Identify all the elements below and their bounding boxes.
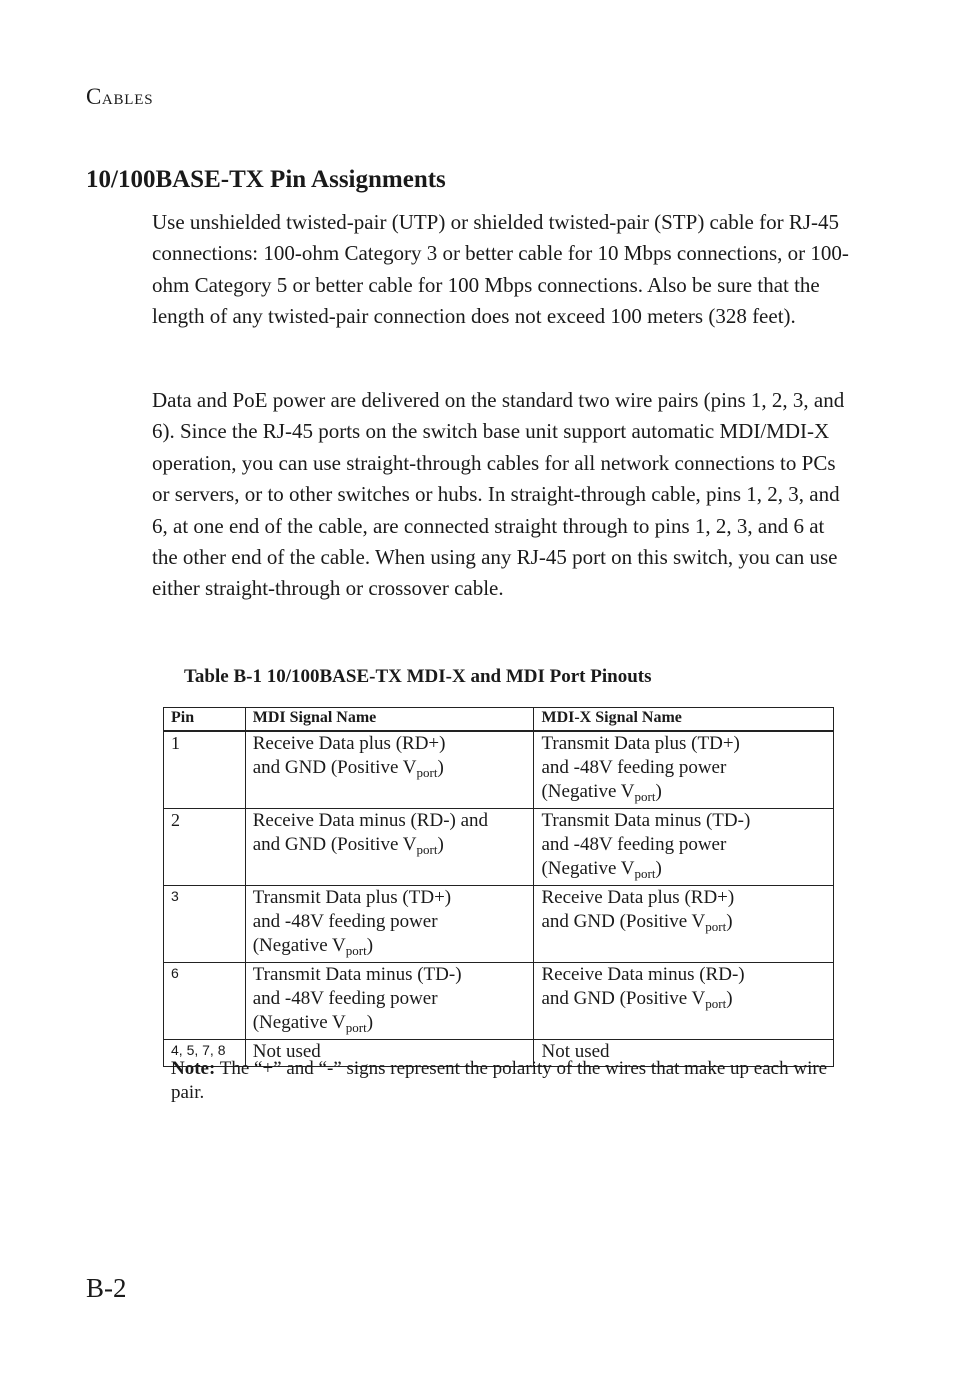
- paragraph-poe-wiring: Data and PoE power are delivered on the standard two wire pairs (pins 1, 2, 3, and 6). Since the RJ-45 ports on the switch base unit support automatic MDI/MDI-X operation, you can use straight-through cables for all network connections to PCs or servers, or to other switches or hubs. In straight-through cable, pins 1, 2, 3, and 6, at one end of the cable, are connected straight through to pins 1, 2, 3, and 6 at the other end of the cable. When using any RJ-45 port on this switch, you can use either straight-through or crossover cable.: [152, 388, 845, 601]
- pinout-table: [163, 707, 834, 1067]
- cell-line: Receive Data plus (RD+): [541, 887, 735, 908]
- table-header-row: [164, 708, 834, 732]
- table-row: [164, 886, 834, 963]
- cell-text: (Negative V: [252, 1012, 346, 1033]
- mdix-signal-cell: [534, 886, 834, 963]
- note-label: Note:: [171, 1058, 216, 1079]
- mdi-signal-cell: [245, 886, 534, 963]
- pin-cell: 4, 5, 7, 8: [164, 1040, 246, 1067]
- mdix-signal-cell: [534, 731, 834, 809]
- note-text: The “+” and “-” signs represent the polarity of the wires that make up each wire pair.: [171, 1058, 828, 1103]
- pin-cell: 1: [164, 731, 246, 809]
- cell-text: and GND (Positive V: [541, 988, 706, 1009]
- close-paren: ): [437, 834, 444, 855]
- cell-line: and -48V feeding power: [252, 988, 438, 1009]
- close-paren: ): [726, 911, 733, 932]
- close-paren: ): [655, 781, 662, 802]
- cell-line: [541, 780, 826, 804]
- table-caption: Table B-1 10/100BASE-TX MDI-X and MDI Port Pinouts: [184, 666, 652, 687]
- cell-line: [253, 934, 527, 958]
- cell-line: [253, 1011, 527, 1035]
- cell-line: and -48V feeding power: [541, 834, 727, 855]
- subscript-port: port: [705, 919, 727, 934]
- column-header-mdi: MDI Signal Name: [245, 708, 534, 732]
- running-header-cap: C: [86, 84, 102, 109]
- mdix-signal-cell: [534, 963, 834, 1040]
- cell-line: and -48V feeding power: [252, 911, 438, 932]
- cell-line: and -48V feeding power: [541, 757, 727, 778]
- subscript-port: port: [634, 789, 656, 804]
- running-header: [86, 84, 153, 110]
- page-number: B-2: [86, 1273, 127, 1303]
- column-header-pin: Pin: [164, 708, 246, 732]
- cell-text: and GND (Positive V: [541, 911, 706, 932]
- column-header-mdix: MDI-X Signal Name: [534, 708, 834, 732]
- table-row: [164, 809, 834, 886]
- cell-line: Transmit Data minus (TD-): [541, 810, 751, 831]
- pin-cell: 2: [164, 809, 246, 886]
- paragraph-cable-requirements: Use unshielded twisted-pair (UTP) or shielded twisted-pair (STP) cable for RJ-45 connections: 100-ohm Category 3 or better cable for 10 Mbps connections, or 100-ohm Category 5 or better cable for 100 Mbps connections. Also be sure that the length of any twisted-pair connection does not exceed 100 meters (328 feet).: [152, 210, 849, 329]
- table-row: [164, 963, 834, 1040]
- section-title: 10/100BASE-TX Pin Assignments: [86, 166, 446, 193]
- subscript-port: port: [345, 943, 367, 958]
- close-paren: ): [655, 858, 662, 879]
- cell-line: [541, 987, 826, 1011]
- mdi-signal-cell: [245, 731, 534, 809]
- pin-cell: 3: [164, 886, 246, 963]
- cell-line: [253, 833, 527, 857]
- table-note: [171, 1057, 831, 1105]
- cell-line: Transmit Data minus (TD-): [252, 964, 462, 985]
- close-paren: ): [726, 988, 733, 1009]
- subscript-port: port: [416, 765, 438, 780]
- mdix-signal-cell: [534, 809, 834, 886]
- cell-line: Transmit Data plus (TD+): [541, 733, 740, 754]
- cell-text: and GND (Positive V: [252, 757, 417, 778]
- cell-line: [253, 756, 527, 780]
- cell-line: Not used: [541, 1041, 610, 1062]
- running-header-smallcaps: ABLES: [101, 92, 154, 108]
- cell-line: [541, 857, 826, 881]
- cell-text: (Negative V: [252, 935, 346, 956]
- subscript-port: port: [634, 866, 656, 881]
- table-row: [164, 731, 834, 809]
- subscript-port: port: [345, 1020, 367, 1035]
- cell-line: Not used: [252, 1041, 321, 1062]
- cell-text: (Negative V: [541, 858, 635, 879]
- mdi-signal-cell: [245, 963, 534, 1040]
- subscript-port: port: [416, 842, 438, 857]
- close-paren: ): [366, 935, 374, 956]
- mdi-signal-cell: [245, 809, 534, 886]
- cell-line: Receive Data plus (RD+): [252, 733, 446, 754]
- close-paren: ): [437, 757, 444, 778]
- cell-line: [541, 910, 826, 934]
- pin-cell: 6: [164, 963, 246, 1040]
- close-paren: ): [366, 1012, 374, 1033]
- cell-line: Transmit Data plus (TD+): [252, 887, 452, 908]
- cell-line: Receive Data minus (RD-): [541, 964, 745, 985]
- cell-line: Receive Data minus (RD-) and: [252, 810, 489, 831]
- subscript-port: port: [705, 996, 727, 1011]
- cell-text: (Negative V: [541, 781, 635, 802]
- cell-text: and GND (Positive V: [252, 834, 417, 855]
